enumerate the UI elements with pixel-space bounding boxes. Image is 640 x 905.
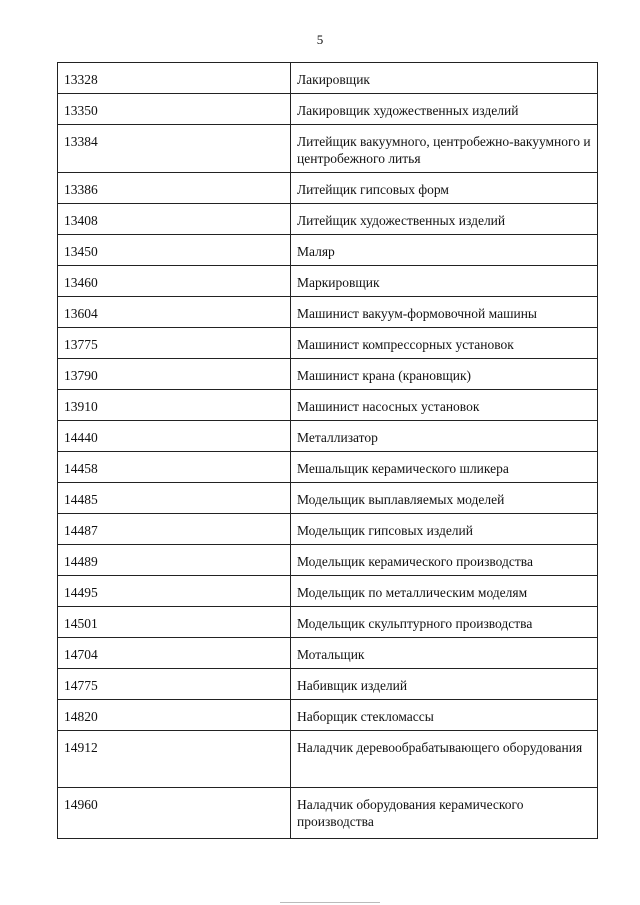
profession-name: Машинист крана (крановщик) bbox=[291, 359, 598, 390]
table-row bbox=[58, 788, 598, 839]
profession-name: Мешальщик керамического шликера bbox=[291, 452, 598, 483]
table-row bbox=[58, 483, 598, 514]
profession-table bbox=[57, 62, 598, 839]
profession-name: Литейщик вакуумного, центробежно-вакуумного и центробежного литья bbox=[291, 125, 598, 173]
profession-code: 14440 bbox=[58, 421, 291, 452]
profession-code: 13408 bbox=[58, 204, 291, 235]
profession-code: 13350 bbox=[58, 94, 291, 125]
profession-name: Модельщик по металлическим моделям bbox=[291, 576, 598, 607]
profession-name: Маркировщик bbox=[291, 266, 598, 297]
table-row bbox=[58, 204, 598, 235]
profession-code: 14489 bbox=[58, 545, 291, 576]
profession-code: 14960 bbox=[58, 788, 291, 839]
profession-code: 13384 bbox=[58, 125, 291, 173]
table-row bbox=[58, 390, 598, 421]
profession-name: Мотальщик bbox=[291, 638, 598, 669]
table-row bbox=[58, 576, 598, 607]
profession-code: 14820 bbox=[58, 700, 291, 731]
profession-code: 13450 bbox=[58, 235, 291, 266]
table-row bbox=[58, 638, 598, 669]
table-row bbox=[58, 421, 598, 452]
profession-code: 14704 bbox=[58, 638, 291, 669]
profession-table-body bbox=[58, 63, 598, 839]
table-row bbox=[58, 669, 598, 700]
table-row bbox=[58, 328, 598, 359]
table-row bbox=[58, 297, 598, 328]
table-row bbox=[58, 235, 598, 266]
profession-code: 14495 bbox=[58, 576, 291, 607]
profession-name: Модельщик гипсовых изделий bbox=[291, 514, 598, 545]
profession-name: Модельщик керамического производства bbox=[291, 545, 598, 576]
table-row bbox=[58, 63, 598, 94]
profession-name: Машинист компрессорных установок bbox=[291, 328, 598, 359]
profession-code: 13328 bbox=[58, 63, 291, 94]
table-row bbox=[58, 545, 598, 576]
table-row bbox=[58, 452, 598, 483]
profession-name: Наладчик деревообрабатывающего оборудования bbox=[291, 731, 598, 788]
table-row bbox=[58, 607, 598, 638]
profession-name: Набивщик изделий bbox=[291, 669, 598, 700]
profession-name: Литейщик гипсовых форм bbox=[291, 173, 598, 204]
profession-code: 14485 bbox=[58, 483, 291, 514]
profession-name: Машинист вакуум-формовочной машины bbox=[291, 297, 598, 328]
profession-name: Литейщик художественных изделий bbox=[291, 204, 598, 235]
profession-name: Металлизатор bbox=[291, 421, 598, 452]
profession-name: Наборщик стекломассы bbox=[291, 700, 598, 731]
table-row bbox=[58, 94, 598, 125]
table-row bbox=[58, 266, 598, 297]
profession-name: Лакировщик художественных изделий bbox=[291, 94, 598, 125]
profession-name: Модельщик скульптурного производства bbox=[291, 607, 598, 638]
profession-code: 14487 bbox=[58, 514, 291, 545]
profession-code: 13460 bbox=[58, 266, 291, 297]
profession-name: Машинист насосных установок bbox=[291, 390, 598, 421]
profession-code: 13910 bbox=[58, 390, 291, 421]
profession-code: 14458 bbox=[58, 452, 291, 483]
profession-code: 13386 bbox=[58, 173, 291, 204]
profession-name: Лакировщик bbox=[291, 63, 598, 94]
table-row bbox=[58, 173, 598, 204]
page-number: 5 bbox=[316, 32, 324, 47]
bottom-divider bbox=[280, 902, 380, 903]
profession-code: 13790 bbox=[58, 359, 291, 390]
table-row bbox=[58, 359, 598, 390]
profession-name: Модельщик выплавляемых моделей bbox=[291, 483, 598, 514]
profession-code: 13775 bbox=[58, 328, 291, 359]
table-row bbox=[58, 700, 598, 731]
profession-code: 14912 bbox=[58, 731, 291, 788]
profession-code: 13604 bbox=[58, 297, 291, 328]
table-row bbox=[58, 514, 598, 545]
profession-name: Наладчик оборудования керамического производства bbox=[291, 788, 598, 839]
profession-name: Маляр bbox=[291, 235, 598, 266]
profession-code: 14775 bbox=[58, 669, 291, 700]
table-row bbox=[58, 731, 598, 788]
profession-code: 14501 bbox=[58, 607, 291, 638]
table-row bbox=[58, 125, 598, 173]
